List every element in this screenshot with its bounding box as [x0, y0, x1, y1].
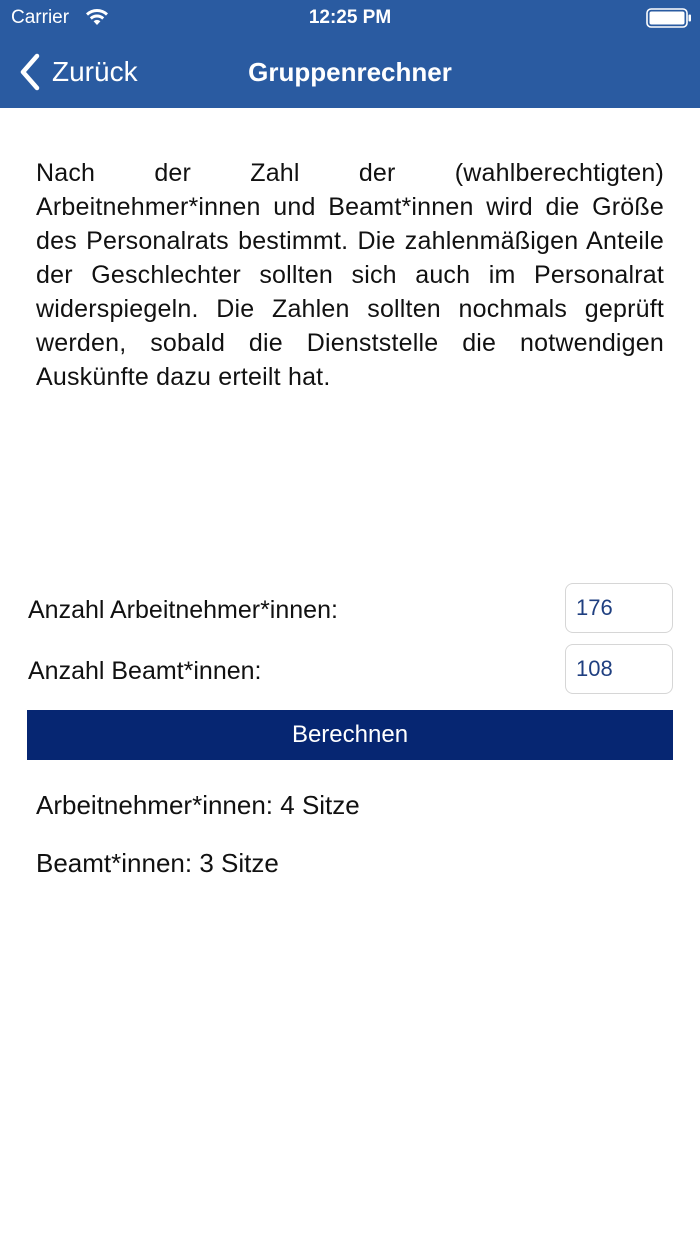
header	[0, 0, 700, 108]
back-label: Zurück	[52, 56, 138, 87]
carrier-label: Carrier	[11, 7, 70, 28]
workers-result: Arbeitnehmer*innen: 4 Sitze	[36, 790, 360, 820]
intro-text: Nach der Zahl der (wahlberechtigten) Arbeitnehmer*innen und Beamt*innen wird die Größe des Personalrats bestimmt. Die zahlenmäßigen Anteile der Geschlechter sollten sich auch im Personalrat widerspiegeln. Die Zahlen sollten nochmals geprüft werden, sobald die Dienststelle die notwendigen Auskünfte dazu erteilt hat.	[36, 159, 664, 391]
officials-label: Anzahl Beamt*innen:	[28, 657, 262, 685]
officials-row	[28, 644, 673, 696]
nav-bar	[0, 36, 700, 108]
page-title: Gruppenrechner	[248, 57, 452, 87]
clock: 12:25 PM	[308, 7, 392, 28]
battery-icon	[646, 8, 692, 28]
workers-label: Anzahl Arbeitnehmer*innen:	[28, 596, 338, 624]
workers-input[interactable]	[565, 583, 673, 633]
calculate-button[interactable]: Berechnen	[27, 710, 673, 760]
officials-input[interactable]	[565, 644, 673, 694]
status-bar	[0, 0, 700, 36]
workers-row	[28, 583, 673, 635]
officials-result: Beamt*innen: 3 Sitze	[36, 848, 279, 878]
